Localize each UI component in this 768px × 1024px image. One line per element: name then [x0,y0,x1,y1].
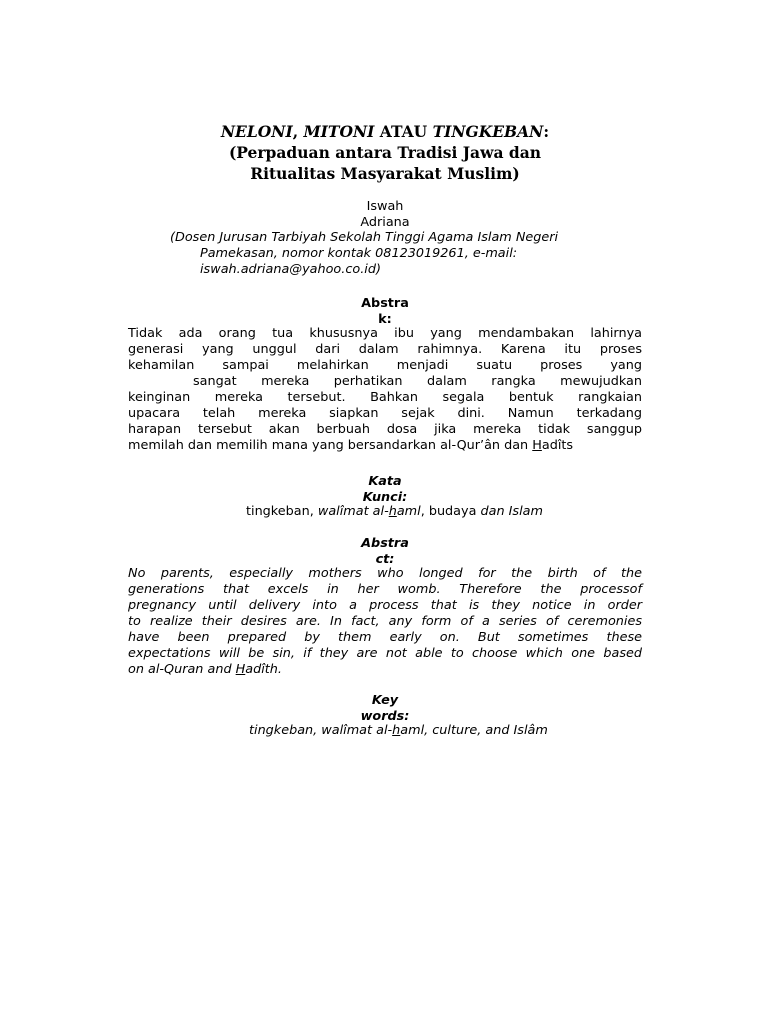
key-words-heading-line-2: words: [360,709,410,724]
author-line-2: Adriana [360,215,410,230]
abstrak-last-text-2: adîts [541,438,574,453]
abstrak-line: kehamilan sampai melahirkan menjadi suatu proses yang [128,358,642,373]
abstract-heading-line-2: ct: [375,552,395,567]
abstrak-last-line [128,438,642,454]
abstrak-heading [128,296,642,328]
kata-kunci-kw1: tingkeban, [246,504,318,519]
abstract-line: expectations will be sin, if they are not able to choose which one based [128,646,642,661]
affiliation-line-3: iswah.adriana@yahoo.co.id) [200,262,381,277]
key-words-text-1: tingkeban, walîmat al- [249,723,393,738]
abstract-last-text-1: on al-Quran and [128,662,236,677]
key-words-underlined: h [392,723,401,738]
abstrak-line: harapan tersebut akan berbuah dosa jika mereka tidak sanggup [128,422,642,437]
kata-kunci-heading-line-1: Kata [368,474,402,489]
abstract-line: No parents, especially mothers who longed for the birth of the [128,566,642,581]
abstract-last-line [128,662,642,678]
abstract-line: to realize their desires are. In fact, any form of a series of ceremonies [128,614,642,629]
abstract-line: generations that excels in her womb. Therefore the processof [128,582,642,597]
abstrak-line: Tidak ada orang tua khususnya ibu yang mendambakan lahirnya [128,326,642,341]
key-words-text [249,723,548,739]
affiliation-line-2: Pamekasan, nomor kontak 08123019261, e-mail: [200,246,518,261]
abstrak-body [128,326,642,454]
kata-kunci-kw2-b: aml [396,504,421,519]
paper-title [128,121,642,184]
abstrak-heading-line-2: k: [378,312,392,327]
key-words-heading [128,693,642,725]
kata-kunci-heading [128,474,642,506]
abstrak-line: upacara telah mereka siapkan sejak dini. Namun terkadang [128,406,642,421]
kata-kunci-kw3: , budaya [420,504,481,519]
title-sep-1: , [292,122,304,141]
kata-kunci-text [246,504,543,520]
abstrak-line: sangat mereka perhatikan dalam rangka mewujudkan [193,374,642,389]
kata-kunci-heading-line-2: Kunci: [362,490,408,505]
title-word-mitoni: MITONI [303,122,375,141]
title-word-neloni: NELONI [220,122,293,141]
abstract-heading-line-1: Abstra [361,536,409,551]
abstract-heading [128,536,642,568]
kata-kunci-kw4: dan Islam [480,504,543,519]
abstract-line: pregnancy until delivery into a process that is they notice in order [128,598,642,613]
author-name [128,199,642,231]
author-line-1: Iswah [366,199,404,214]
abstrak-heading-line-1: Abstra [361,296,409,311]
abstract-last-underlined: H [235,662,246,677]
kata-kunci-kw2-a: walîmat al- [317,504,389,519]
abstract-last-text-2: adîth. [245,662,282,677]
title-colon: : [543,122,550,141]
title-line-1 [128,121,642,142]
title-word-tingkeban: TINGKEBAN [432,122,544,141]
title-line-2: (Perpaduan antara Tradisi Jawa dan [228,143,542,162]
abstrak-last-text-1: memilah dan memilih mana yang bersandarkan al-Qur’ân dan [128,438,533,453]
affiliation-line-1: (Dosen Jurusan Tarbiyah Sekolah Tinggi Agama Islam Negeri [170,230,559,245]
abstrak-line: generasi yang unggul dari dalam rahimnya. Karena itu proses [128,342,642,357]
abstract-line: have been prepared by them early on. But sometimes these [128,630,642,645]
title-sep-2: ATAU [374,122,433,141]
abstrak-last-underlined: H [532,438,542,453]
title-line-3: Ritualitas Masyarakat Muslim) [250,164,520,183]
author-affiliation [170,230,650,278]
abstract-body [128,566,642,678]
kata-kunci-kw2-underlined: h [388,504,397,519]
key-words-heading-line-1: Key [371,693,399,708]
key-words-text-2: aml, culture, and Islâm [400,723,548,738]
abstrak-line: keinginan mereka tersebut. Bahkan segala bentuk rangkaian [128,390,642,405]
